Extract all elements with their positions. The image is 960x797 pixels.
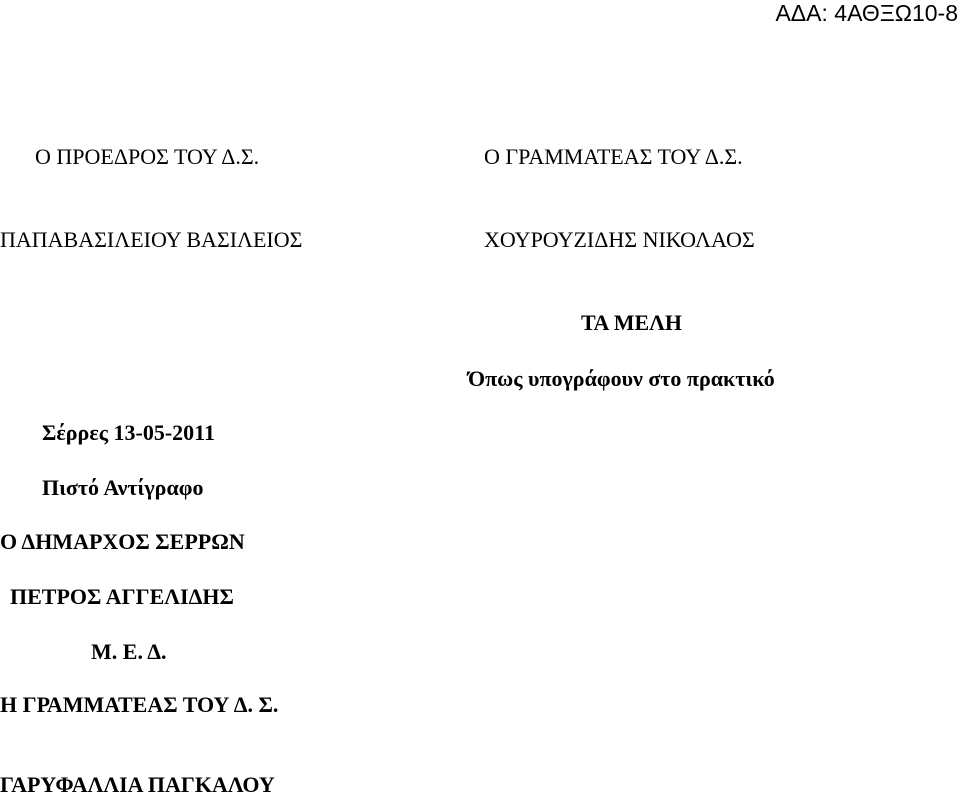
place-date: Σέρρες 13-05-2011 (42, 420, 215, 445)
president-title: Ο ΠΡΟΕΔΡΟΣ ΤΟΥ Δ.Σ. (35, 144, 260, 169)
members-note: Όπως υπογράφουν στο πρακτικό (468, 366, 775, 391)
mayor-name: ΠΕΤΡΟΣ ΑΓΓΕΛΙΔΗΣ (10, 584, 234, 609)
true-copy-label: Πιστό Αντίγραφο (42, 475, 204, 500)
secretary-title: Ο ΓΡΑΜΜΑΤΕΑΣ ΤΟΥ Δ.Σ. (484, 144, 743, 169)
certifying-secretary-name: ΓΑΡΥΦΑΛΛΙΑ ΠΑΓΚΑΛΟΥ (0, 772, 275, 797)
mayor-title: Ο ΔΗΜΑΡΧΟΣ ΣΕΡΡΩΝ (0, 529, 245, 554)
med-label: Μ. Ε. Δ. (91, 639, 167, 664)
ada-header: ΑΔΑ: 4ΑΘΞΩ10-8 (775, 0, 958, 26)
certifying-secretary-title: Η ΓΡΑΜΜΑΤΕΑΣ ΤΟΥ Δ. Σ. (0, 692, 279, 717)
secretary-name: ΧΟΥΡΟΥΖΙΔΗΣ ΝΙΚΟΛΑΟΣ (484, 227, 755, 252)
president-name: ΠΑΠΑΒΑΣΙΛΕΙΟΥ ΒΑΣΙΛΕΙΟΣ (0, 227, 303, 252)
members-title: ΤΑ ΜΕΛΗ (581, 310, 683, 335)
